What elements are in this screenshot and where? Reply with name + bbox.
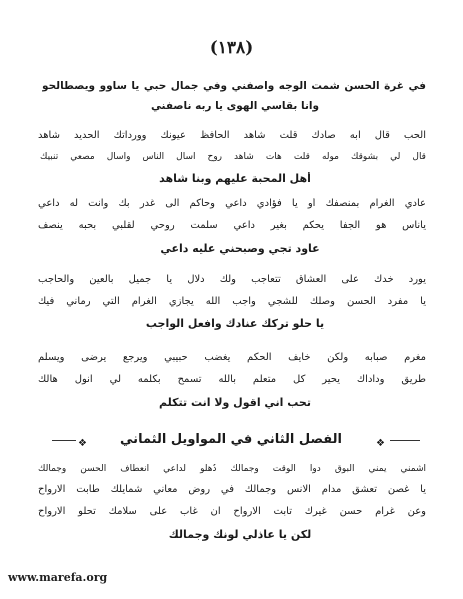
verse-line: ياناس هو الجفا يحكم بغير داعي سلمت روحي لقلبي بحبه ينصف [38,220,426,231]
heading-rule-left [52,440,76,441]
verse-line: يا حلو تركك عنادك وافعل الواجب [145,317,325,330]
verse-line: اشمني يمني البوق دوا الوقت وجمالك ذُهلو لداعي انعطاف الحسن وجمالك [38,464,426,474]
verse-line: تحب اني اقول ولا انت تتكلم [158,396,311,409]
verse-line: في غرة الحسن شمت الوجه واصفني وفي جمال حبي يا ساوو ويصطالحو [42,80,426,92]
verse-line: عاود تجي وصبحني عليه داعي [160,242,320,255]
verse-line: طريق وداداك يحير كل متعلم بالله تسمح بكلمه لي انول هالك [38,374,426,385]
heading-rule-right [390,440,420,441]
verse-line: أهل المحبة عليهم وبنا شاهد [159,172,311,185]
verse-line: عادي الغرام بمنصفك أو يا فؤادي داعي وحاكم الى غدر بك وانت له داعي [38,198,426,209]
ornament-left-icon: ❖ [78,438,87,449]
page-number: (١٣٨) [209,38,254,58]
verse-line: يورد خدك على العشاق تتعاجب ولك دلال يا جميل بالعين والحاجب [38,274,426,285]
verse-line: لكن يا عاذلي لونك وجمالك [168,528,312,541]
verse-line: يا غصن تعشق مدام الانس وجمالك في روض معاني شمايلك طابت الارواح [38,484,426,495]
verse-line: الحب قال ابه صادك قلت شاهد الحافظ عيونك وورداتك الحديد شاهد [38,130,426,141]
ornament-right-icon: ❖ [376,438,385,449]
verse-line: وعن غرام حسن غيرك تابت الارواح ان غاب على سلامك تحلو الارواح [38,506,426,517]
footer-url: www.marefa.org [8,571,108,584]
verse-line: يا مفرد الحسن وصلك للشجي واجب الله يجازي الغرام التي رماني فيك [38,296,426,307]
verse-line: قال لي بشوقك مولّه قلت هات شاهد روح اسأل الناس واسأل مصعي تنبيك [40,152,426,162]
section-heading: الفصل الثاني في المواويل الثماني [120,432,342,447]
verse-line: مغرم صبابه ولكن خايف الحكم يغضب حبيبي ويرجع يرضى ويسلم [38,352,426,363]
verse-line: وانا بقاسي الهوى يا ربه ناصفني [150,100,320,112]
